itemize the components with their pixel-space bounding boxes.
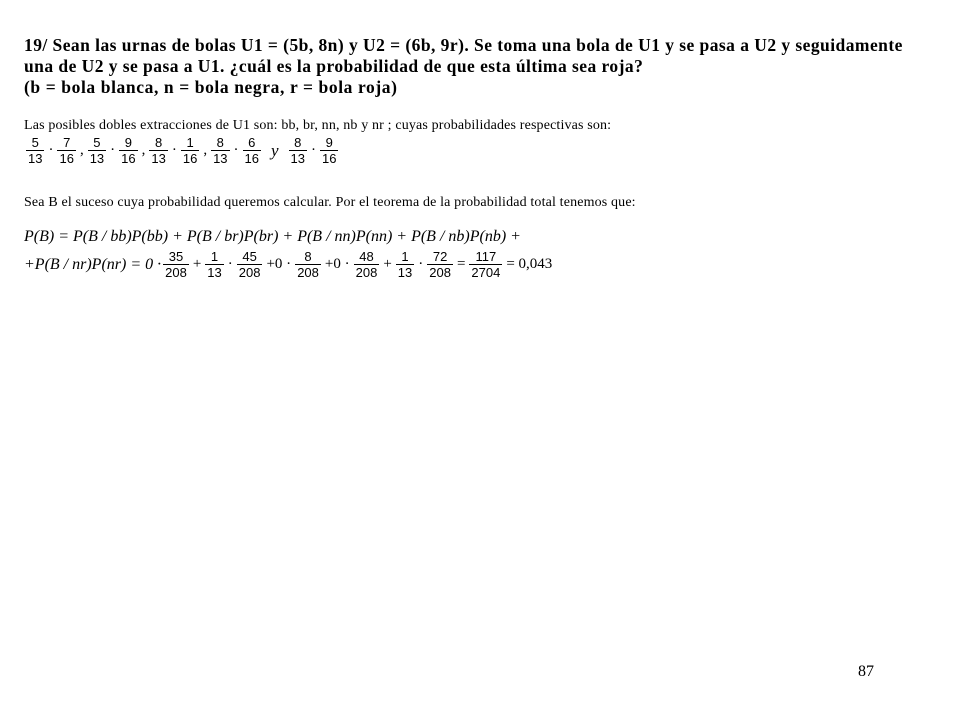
eq-fraction-3: [295, 249, 321, 280]
probability-1-a-num: 5: [31, 135, 39, 150]
probability-5-dot: ·: [311, 142, 317, 158]
problem-line-2: una de U2 y se pasa a U1. ¿cuál es la probabilidad de que esta última sea roja?: [24, 56, 644, 76]
probability-3-a-den: 13: [151, 151, 166, 166]
problem-line-1: 19/ Sean las urnas de bolas U1 = (5b, 8n) y U2 = (6b, 9r). Se toma una bola de U1 y se pasa a U2 y seguidamente: [24, 35, 903, 55]
eq-dot-1: ·: [227, 256, 233, 272]
eq-fraction-1-den: 208: [165, 265, 187, 280]
eq-fraction-5b: [427, 249, 453, 280]
probability-3-b: [181, 135, 199, 166]
fraction-row: [24, 135, 340, 166]
eq-equals: =: [456, 256, 466, 272]
eq-fraction-4-den: 208: [355, 265, 378, 280]
eq-fraction-5b-den: 208: [429, 265, 451, 280]
list-separator-2: ,: [141, 142, 146, 158]
probability-1-a: [26, 135, 44, 166]
probability-4-a-den: 13: [213, 151, 228, 166]
equation-line-2: [24, 249, 554, 280]
eq-fraction-result-num: 117: [475, 249, 497, 264]
eq-fraction-4: [354, 249, 380, 280]
probability-2-b-den: 16: [121, 151, 136, 166]
probability-2-a-den: 13: [89, 151, 105, 166]
eq-fraction-2b: [237, 249, 263, 280]
probability-4-dot: ·: [233, 142, 239, 158]
eq-fraction-2a-den: 13: [207, 265, 222, 280]
probability-2-b: [119, 135, 137, 166]
probability-4-b-num: 6: [248, 135, 256, 150]
eq-plus-2: +: [383, 256, 392, 272]
probability-1-dot: ·: [48, 142, 54, 158]
eq-fraction-4-num: 48: [359, 249, 374, 264]
eq-fraction-5a: [396, 249, 414, 280]
probability-2-dot: ·: [110, 142, 116, 158]
probability-3-a: [149, 135, 167, 166]
paragraph-total-probability: Sea B el suceso cuya probabilidad queremos calcular. Por el teorema de la probabilidad total tenemos que:: [24, 195, 636, 210]
probability-2-b-num: 9: [124, 135, 132, 150]
eq-fraction-5a-den: 13: [397, 265, 413, 280]
fraction-list: [24, 135, 340, 166]
eq-zero-dot-1: +0 ·: [266, 256, 292, 272]
eq-fraction-2a-num: 1: [210, 249, 219, 264]
probability-4-a-num: 8: [216, 135, 224, 150]
problem-line-3: (b = bola blanca, n = bola negra, r = bola roja): [24, 77, 398, 97]
eq-fraction-2a: [205, 249, 223, 280]
eq-fraction-5b-num: 72: [432, 249, 448, 264]
paragraph-extractions: Las posibles dobles extracciones de U1 son: bb, br, nn, nb y nr ; cuyas probabilidades respectivas son:: [24, 118, 612, 133]
probability-2-a-num: 5: [93, 135, 101, 150]
probability-3-b-den: 16: [182, 151, 198, 166]
probability-5-a-den: 13: [290, 151, 306, 166]
eq-plus-1: +: [192, 256, 202, 272]
probability-1-b-den: 16: [59, 151, 74, 166]
eq-fraction-1-num: 35: [168, 249, 184, 264]
probability-3-b-num: 1: [186, 135, 194, 150]
probability-5-b: [320, 135, 338, 166]
eq-dot-2: ·: [418, 256, 424, 272]
eq-fraction-3-den: 208: [297, 265, 319, 280]
page-number: 87: [858, 663, 874, 680]
probability-4-a: [211, 135, 229, 166]
probability-3-a-num: 8: [154, 135, 163, 150]
problem-statement: [24, 35, 952, 98]
eq-final-value: = 0,043: [506, 256, 553, 272]
probability-2-a: [88, 135, 106, 166]
eq-fraction-3-num: 8: [304, 249, 312, 264]
probability-5-a-num: 8: [294, 135, 302, 150]
probability-5-a: [289, 135, 307, 166]
list-conjunction: y: [271, 140, 279, 160]
probability-3-dot: ·: [171, 142, 177, 158]
probability-4-b: [243, 135, 261, 166]
probability-4-b-den: 16: [244, 151, 259, 166]
probability-5-b-den: 16: [322, 151, 337, 166]
eq-fraction-result: [469, 249, 502, 280]
eq-fraction-result-den: 2704: [471, 265, 501, 280]
probability-1-b: [57, 135, 75, 166]
eq-fraction-2b-den: 208: [238, 265, 261, 280]
eq-fraction-1: [163, 249, 189, 280]
eq-line2-start: +P(B / nr)P(nr) = 0 ·: [24, 255, 162, 273]
equation-line-1-text: P(B) = P(B / bb)P(bb) + P(B / br)P(br) + P(B / nn)P(nn) + P(B / nb)P(nb) +: [24, 228, 521, 245]
eq-fraction-2b-num: 45: [242, 249, 257, 264]
eq-zero-dot-2: +0 ·: [324, 256, 350, 272]
list-separator-1: ,: [79, 142, 84, 158]
probability-5-b-num: 9: [325, 135, 333, 150]
probability-1-a-den: 13: [28, 151, 43, 166]
list-separator-3: ,: [203, 142, 208, 158]
equation-line-1: [24, 228, 521, 246]
probability-1-b-num: 7: [63, 135, 71, 150]
eq-fraction-5a-num: 1: [401, 249, 409, 264]
